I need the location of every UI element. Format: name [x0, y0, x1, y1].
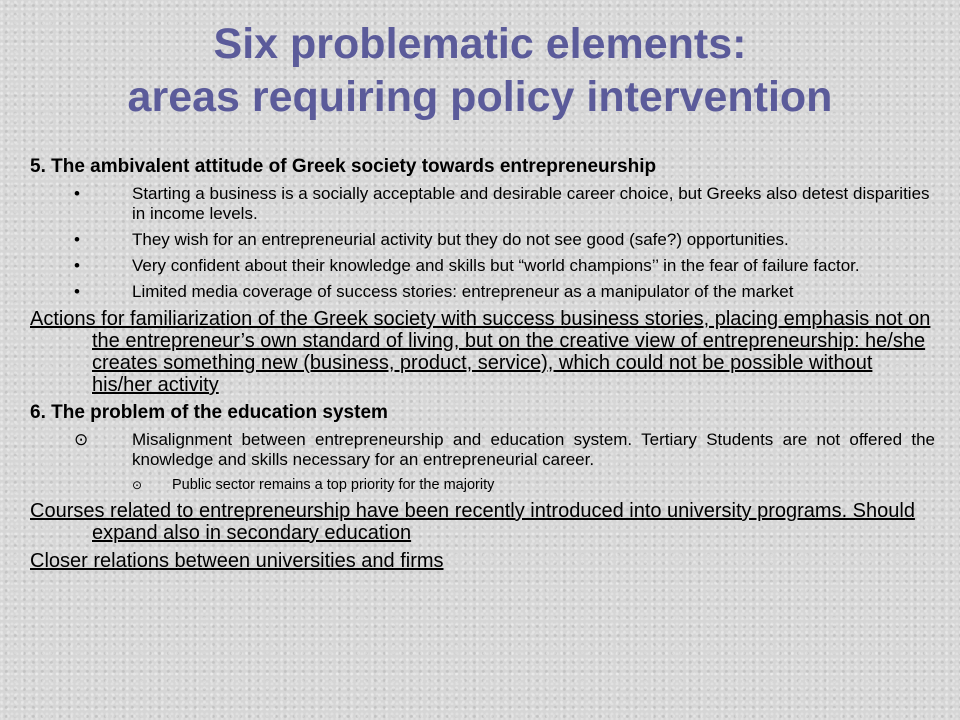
title-line-2: areas requiring policy intervention	[127, 73, 833, 121]
section-5-action: Actions for familiarization of the Greek society with success business stories, placing emphasis not on the entrepreneur’s own standard of living, but on the creative view of entrepreneurship: he/she creates something new (business, product, service), which could not be possible without his/her activity	[30, 308, 931, 396]
slide-title	[0, 18, 960, 124]
bullet-text: Misalignment between entrepreneurship and education system. Tertiary Students are not offered the knowledge and skills necessary for an entrepreneurial career.	[132, 430, 935, 469]
list-item	[30, 230, 935, 250]
section-6-action-relations: Closer relations between universities and firms	[30, 550, 444, 572]
bullet-text: Limited media coverage of success stories: entrepreneur as a manipulator of the market	[132, 282, 794, 301]
circle-dot-bullet-icon: ⊙	[132, 478, 143, 492]
section-6-heading: 6. The problem of the education system	[30, 402, 388, 423]
title-line-1: Six problematic elements:	[213, 20, 747, 68]
bullet-icon: •	[74, 256, 80, 275]
section-6-sub-bullet-list	[30, 476, 935, 494]
list-item	[30, 476, 935, 494]
sub-bullet-text: Public sector remains a top priority for the majority	[172, 477, 495, 493]
bullet-text: They wish for an entrepreneurial activity but they do not see good (safe?) opportunities.	[132, 230, 789, 249]
section-5-heading: 5. The ambivalent attitude of Greek society towards entrepreneurship	[30, 156, 657, 177]
bullet-text: Very confident about their knowledge and skills but “world champions’’ in the fear of failure factor.	[132, 256, 860, 275]
section-6-action-courses: Courses related to entrepreneurship have been recently introduced into university programs. Should expand also in secondary education	[30, 500, 915, 544]
bullet-text: Starting a business is a socially acceptable and desirable career choice, but Greeks also detest disparities in income levels.	[132, 184, 930, 223]
list-item	[30, 282, 935, 302]
slide-body	[30, 156, 935, 578]
bullet-icon: •	[74, 282, 80, 301]
list-item	[30, 430, 935, 470]
list-item	[30, 256, 935, 276]
section-5-bullet-list	[30, 184, 935, 302]
list-item	[30, 184, 935, 224]
circle-dot-bullet-icon: ⊙	[74, 430, 89, 449]
bullet-icon: •	[74, 184, 80, 203]
bullet-icon: •	[74, 230, 80, 249]
section-6-bullet-list	[30, 430, 935, 470]
